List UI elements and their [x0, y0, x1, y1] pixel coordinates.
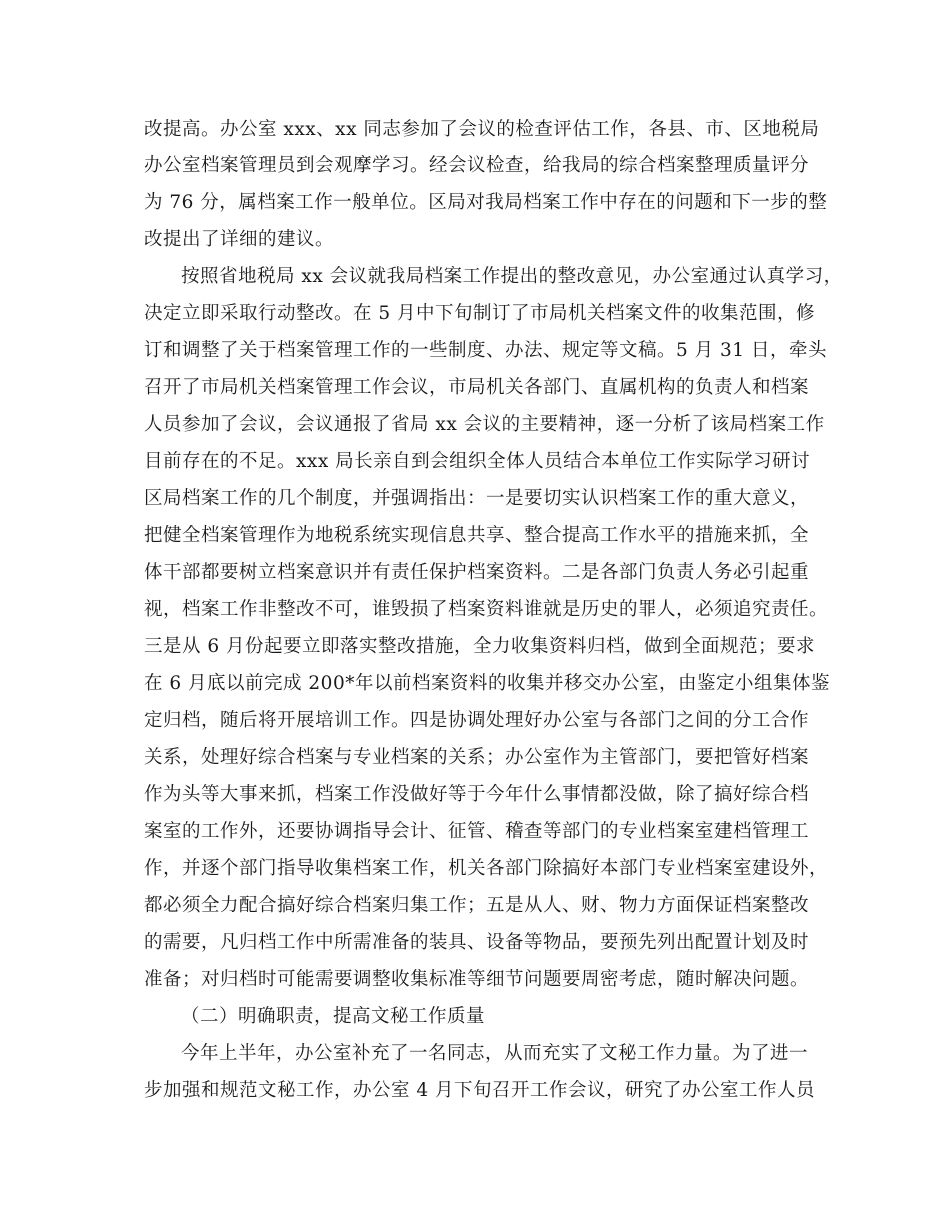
body-line: 在 6 月底以前完成 200*年以前档案资料的收集并移交办公室，由鉴定小组集体鉴 [144, 673, 830, 694]
body-line: 三是从 6 月份起要立即落实整改措施，全力收集资料归档，做到全面规范；要求 [144, 636, 816, 657]
paragraph-first-line: 按照省地税局 xx 会议就我局档案工作提出的整改意见，办公室通过认真学习， [181, 266, 843, 287]
body-line: 作为头等大事来抓，档案工作没做好等于今年什么事情都没做，除了搞好综合档 [144, 784, 810, 805]
body-line: 都必须全力配合搞好综合档案归集工作；五是从人、财、物力方面保证档案整改 [144, 895, 810, 916]
section-heading: （二）明确职责，提高文秘工作质量 [181, 1006, 486, 1027]
body-line: 为 76 分，属档案工作一般单位。区局对我局档案工作中存在的问题和下一步的整 [144, 192, 828, 213]
body-line: 视，档案工作非整改不可，谁毁损了档案资料谁就是历史的罪人，必须追究责任。 [144, 599, 829, 620]
body-line: 作，并逐个部门指导收集档案工作，机关各部门除搞好本部门专业档案室建设外， [144, 858, 829, 879]
body-line: 区局档案工作的几个制度，并强调指出：一是要切实认识档案工作的重大意义， [144, 488, 810, 509]
body-line: 案室的工作外，还要协调指导会计、征管、稽查等部门的专业档案室建档管理工 [144, 821, 810, 842]
body-line: 定归档，随后将开展培训工作。四是协调处理好办公室与各部门之间的分工合作 [144, 710, 810, 731]
body-line: 决定立即采取行动整改。在 5 月中下旬制订了市局机关档案文件的收集范围，修 [144, 303, 816, 324]
body-line: 办公室档案管理员到会观摩学习。经会议检查，给我局的综合档案整理质量评分 [144, 155, 810, 176]
body-line: 订和调整了关于档案管理工作的一些制度、办法、规定等文稿。5 月 31 日，牵头 [144, 340, 827, 361]
body-line: 的需要，凡归档工作中所需准备的装具、设备等物品，要预先列出配置计划及时 [144, 932, 810, 953]
body-line: 召开了市局机关档案管理工作会议，市局机关各部门、直属机构的负责人和档案 [144, 377, 810, 398]
body-line: 改提出了详细的建议。 [144, 229, 335, 250]
body-line: 关系，处理好综合档案与专业档案的关系；办公室作为主管部门，要把管好档案 [144, 747, 810, 768]
body-line: 体干部都要树立档案意识并有责任保护档案资料。二是各部门负责人务必引起重 [144, 562, 810, 583]
body-line: 人员参加了会议，会议通报了省局 xx 会议的主要精神，逐一分析了该局档案工作 [144, 414, 825, 435]
body-line: 改提高。办公室 xxx、xx 同志参加了会议的检查评估工作，各县、市、区地税局 [144, 119, 820, 140]
body-line: 把健全档案管理作为地税系统实现信息共享、整合提高工作水平的措施来抓，全 [144, 525, 810, 546]
body-line: 准备；对归档时可能需要调整收集标准等细节问题要周密考虑，随时解决问题。 [144, 969, 810, 990]
body-line: 目前存在的不足。xxx 局长亲自到会组织全体人员结合本单位工作实际学习研讨 [144, 451, 811, 472]
paragraph-first-line: 今年上半年，办公室补充了一名同志，从而充实了文秘工作力量。为了进一 [181, 1043, 809, 1064]
body-line: 步加强和规范文秘工作，办公室 4 月下旬召开工作会议，研究了办公室工作人员 [144, 1080, 816, 1101]
